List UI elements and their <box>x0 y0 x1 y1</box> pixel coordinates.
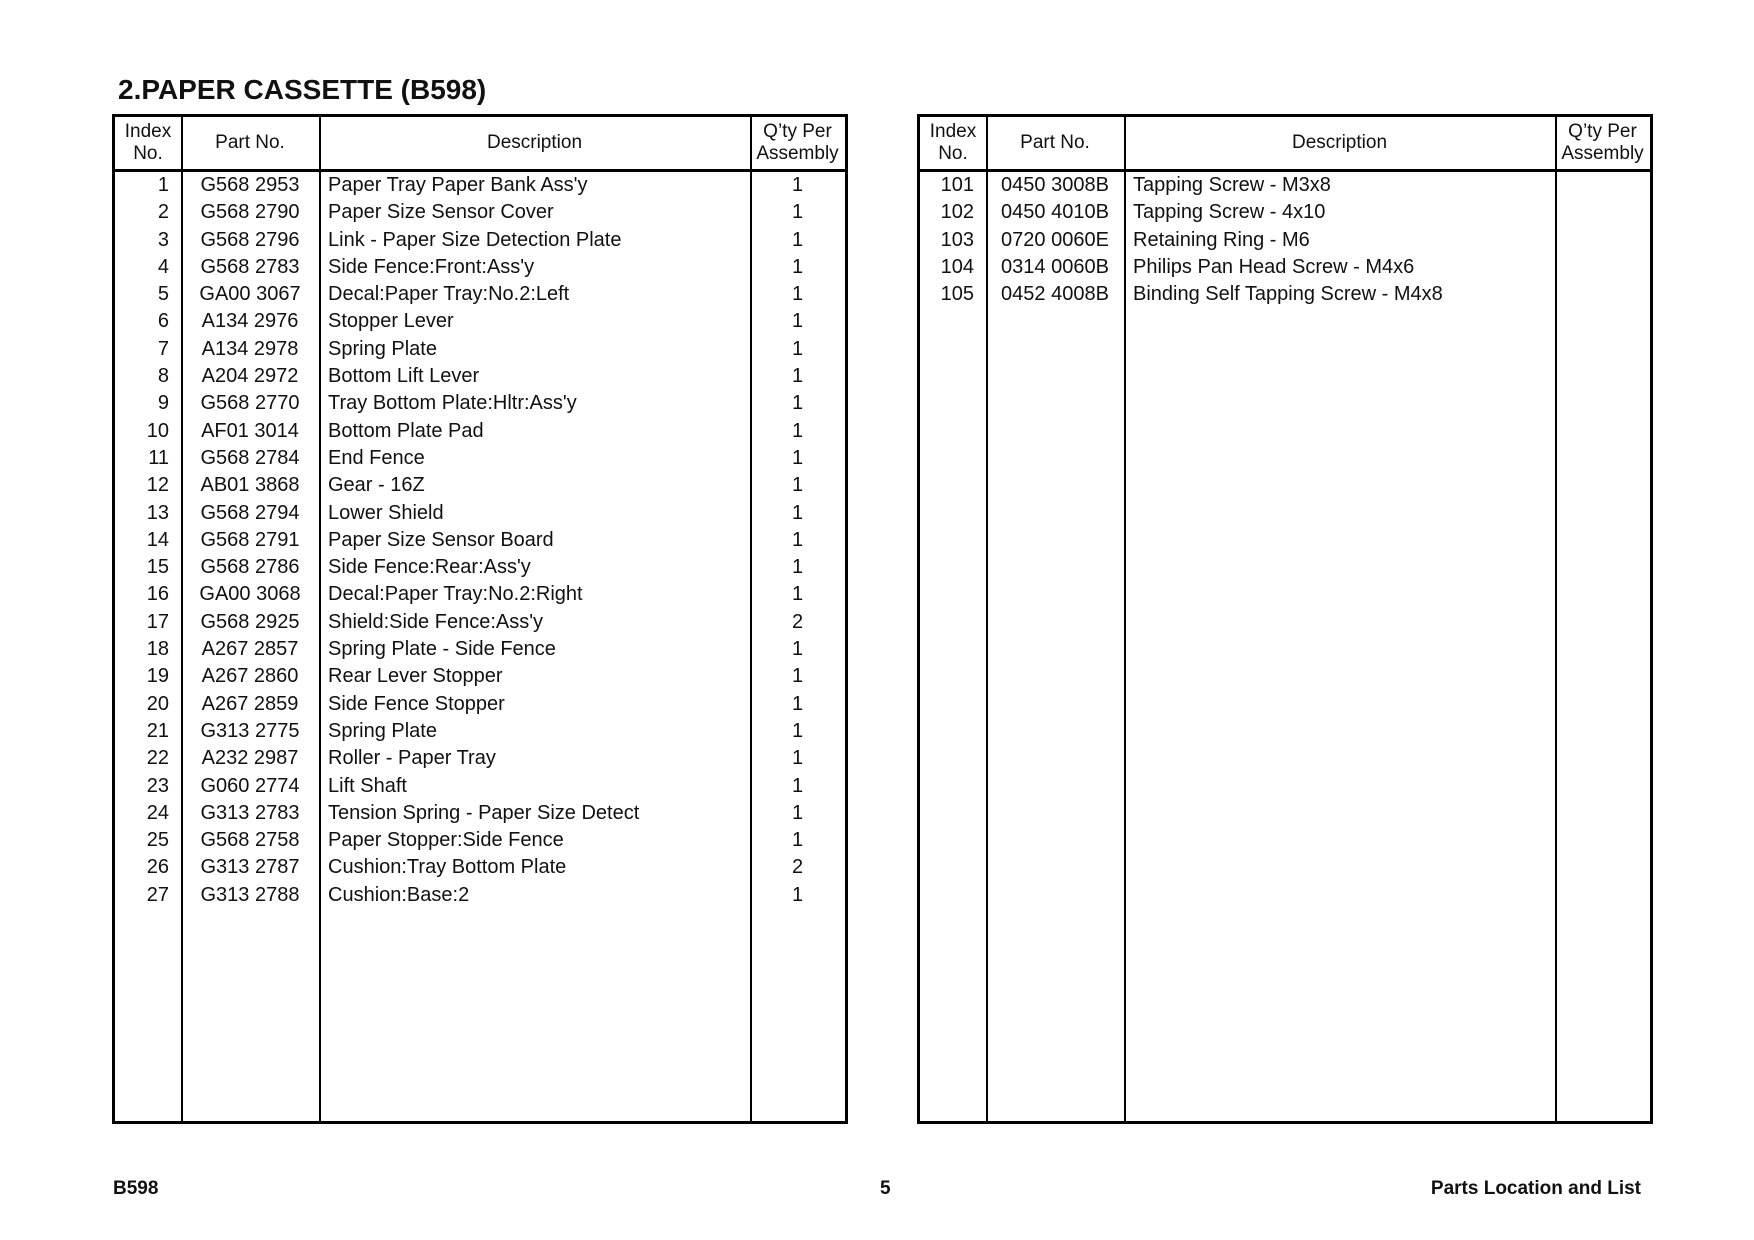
index-cell: 13 <box>146 501 169 524</box>
footer-model: B598 <box>113 1178 159 1199</box>
index-cell: 102 <box>940 201 974 224</box>
parts-table-right <box>917 114 1653 1124</box>
description-cell: Decal:Paper Tray:No.2:Right <box>328 583 583 606</box>
header-qty-line1: Q’ty Per <box>1568 121 1637 142</box>
description-cell: Bottom Lift Lever <box>328 365 480 388</box>
index-cell: 20 <box>146 692 169 715</box>
table-body-left <box>115 172 845 909</box>
description-cell: End Fence <box>328 446 425 469</box>
qty-cell: 1 <box>791 774 804 797</box>
qty-cell <box>1555 227 1650 254</box>
qty-cell: 1 <box>791 392 804 415</box>
index-cell: 105 <box>940 283 974 306</box>
table-row <box>115 691 845 718</box>
index-cell: 9 <box>157 392 169 415</box>
qty-cell: 1 <box>791 446 804 469</box>
index-cell: 8 <box>157 365 169 388</box>
index-cell: 2 <box>157 201 169 224</box>
qty-cell: 1 <box>791 501 804 524</box>
table-row <box>115 336 845 363</box>
description-cell: Spring Plate <box>328 337 437 360</box>
table-row <box>920 254 1650 281</box>
part-no-cell: A267 2857 <box>201 638 299 661</box>
qty-cell: 1 <box>791 283 804 306</box>
table-row <box>115 554 845 581</box>
header-index-line1: Index <box>929 121 977 142</box>
description-cell: Gear - 16Z <box>328 474 425 497</box>
table-row <box>115 882 845 909</box>
table-row <box>115 472 845 499</box>
part-no-cell: 0452 4008B <box>1001 283 1109 306</box>
index-cell: 16 <box>146 583 169 606</box>
index-cell: 18 <box>146 638 169 661</box>
header-index-line2: No. <box>133 143 163 164</box>
index-cell: 25 <box>146 829 169 852</box>
description-cell: Bottom Plate Pad <box>328 419 484 442</box>
qty-cell: 1 <box>791 583 804 606</box>
parts-table-left <box>112 114 848 1124</box>
table-body-right <box>920 172 1650 308</box>
description-cell: Paper Size Sensor Cover <box>328 201 554 224</box>
table-row <box>115 418 845 445</box>
header-index <box>920 117 986 169</box>
qty-cell: 1 <box>791 419 804 442</box>
header-index-line1: Index <box>124 121 172 142</box>
index-cell: 19 <box>146 665 169 688</box>
table-row <box>115 854 845 881</box>
table-row <box>920 227 1650 254</box>
index-cell: 101 <box>940 174 974 196</box>
header-qty-line1: Q’ty Per <box>763 121 832 142</box>
description-cell: Binding Self Tapping Screw - M4x8 <box>1133 283 1443 306</box>
part-no-cell: 0450 4010B <box>1001 201 1109 224</box>
table-row <box>115 527 845 554</box>
part-no-cell: G313 2783 <box>200 801 300 824</box>
description-cell: Lift Shaft <box>328 774 407 797</box>
index-cell: 5 <box>157 283 169 306</box>
index-cell: 14 <box>146 528 169 551</box>
qty-cell: 2 <box>791 856 804 879</box>
header-qty-line2: Assembly <box>756 143 839 164</box>
index-cell: 15 <box>146 556 169 579</box>
part-no-cell: AF01 3014 <box>201 419 299 442</box>
description-cell: Spring Plate - Side Fence <box>328 638 556 661</box>
qty-cell <box>1555 199 1650 226</box>
part-no-cell: GA00 3068 <box>199 583 301 606</box>
description-cell: Tray Bottom Plate:Hltr:Ass'y <box>328 392 577 415</box>
footer-page-number: 5 <box>880 1178 891 1199</box>
description-cell: Tapping Screw - M3x8 <box>1133 174 1331 196</box>
part-no-cell: 0450 3008B <box>1001 174 1109 196</box>
qty-cell: 1 <box>791 719 804 742</box>
table-row <box>115 227 845 254</box>
table-row <box>115 745 845 772</box>
table-row <box>115 773 845 800</box>
qty-cell: 1 <box>791 337 804 360</box>
part-no-cell: G568 2783 <box>200 255 300 278</box>
part-no-cell: G568 2770 <box>200 392 300 415</box>
table-header <box>920 117 1650 172</box>
description-cell: Roller - Paper Tray <box>328 747 496 770</box>
part-no-cell: G313 2775 <box>200 719 300 742</box>
qty-cell <box>1555 281 1650 308</box>
header-qty <box>1555 117 1650 169</box>
qty-cell: 1 <box>791 883 804 906</box>
description-cell: Retaining Ring - M6 <box>1133 228 1310 251</box>
description-cell: Paper Stopper:Side Fence <box>328 829 564 852</box>
description-cell: Rear Lever Stopper <box>328 665 503 688</box>
index-cell: 11 <box>148 446 169 469</box>
description-cell: Paper Tray Paper Bank Ass'y <box>328 174 588 196</box>
part-no-cell: A204 2972 <box>201 365 299 388</box>
table-row <box>920 281 1650 308</box>
table-row <box>115 800 845 827</box>
table-row <box>115 718 845 745</box>
header-qty-line2: Assembly <box>1561 143 1644 164</box>
part-no-cell: GA00 3067 <box>199 283 301 306</box>
table-row <box>920 172 1650 199</box>
index-cell: 17 <box>146 610 169 633</box>
index-cell: 4 <box>157 255 169 278</box>
description-cell: Side Fence Stopper <box>328 692 505 715</box>
index-cell: 104 <box>940 255 974 278</box>
page-title: 2.PAPER CASSETTE (B598) <box>118 74 487 105</box>
part-no-cell: G568 2794 <box>200 501 300 524</box>
part-no-cell: AB01 3868 <box>200 474 300 497</box>
description-cell: Philips Pan Head Screw - M4x6 <box>1133 255 1415 278</box>
part-no-cell: A232 2987 <box>201 747 299 770</box>
header-qty <box>750 117 845 169</box>
qty-cell: 1 <box>791 528 804 551</box>
table-row <box>115 254 845 281</box>
table-row <box>115 581 845 608</box>
part-no-cell: G568 2758 <box>200 829 300 852</box>
index-cell: 103 <box>940 228 974 251</box>
header-index <box>115 117 181 169</box>
description-cell: Lower Shield <box>328 501 444 524</box>
index-cell: 21 <box>146 719 169 742</box>
header-part-no: Part No. <box>215 132 285 153</box>
description-cell: Tension Spring - Paper Size Detect <box>328 801 640 824</box>
description-cell: Cushion:Tray Bottom Plate <box>328 856 567 879</box>
part-no-cell: 0314 0060B <box>1001 255 1109 278</box>
description-cell: Decal:Paper Tray:No.2:Left <box>328 283 570 306</box>
qty-cell: 1 <box>791 474 804 497</box>
table-row <box>115 500 845 527</box>
qty-cell: 1 <box>791 365 804 388</box>
part-no-cell: A267 2860 <box>201 665 299 688</box>
table-row <box>115 172 845 199</box>
description-cell: Side Fence:Front:Ass'y <box>328 255 535 278</box>
qty-cell: 1 <box>791 747 804 770</box>
table-row <box>115 827 845 854</box>
part-no-cell: G060 2774 <box>200 774 300 797</box>
qty-cell: 1 <box>791 556 804 579</box>
index-cell: 22 <box>146 747 169 770</box>
part-no-cell: A134 2978 <box>201 337 299 360</box>
part-no-cell: G568 2791 <box>200 528 300 551</box>
description-cell: Cushion:Base:2 <box>328 883 470 906</box>
part-no-cell: G568 2796 <box>200 228 300 251</box>
qty-cell: 1 <box>791 201 804 224</box>
part-no-cell: G568 2786 <box>200 556 300 579</box>
qty-cell: 1 <box>791 829 804 852</box>
qty-cell <box>1555 172 1650 199</box>
description-cell: Tapping Screw - 4x10 <box>1133 201 1326 224</box>
part-no-cell: G313 2787 <box>200 856 300 879</box>
table-header <box>115 117 845 172</box>
qty-cell: 1 <box>791 228 804 251</box>
header-part-no: Part No. <box>1020 132 1090 153</box>
qty-cell: 2 <box>791 610 804 633</box>
index-cell: 10 <box>146 419 169 442</box>
qty-cell: 1 <box>791 310 804 333</box>
qty-cell: 1 <box>791 255 804 278</box>
qty-cell: 1 <box>791 665 804 688</box>
table-row <box>115 390 845 417</box>
footer-section-title: Parts Location and List <box>1430 1178 1641 1199</box>
header-description: Description <box>486 132 583 153</box>
index-cell: 23 <box>146 774 169 797</box>
table-row <box>115 308 845 335</box>
description-cell: Link - Paper Size Detection Plate <box>328 228 622 251</box>
index-cell: 27 <box>146 883 169 906</box>
qty-cell: 1 <box>791 174 804 196</box>
part-no-cell: G568 2790 <box>200 201 300 224</box>
description-cell: Stopper Lever <box>328 310 454 333</box>
qty-cell: 1 <box>791 692 804 715</box>
description-cell: Side Fence:Rear:Ass'y <box>328 556 531 579</box>
index-cell: 7 <box>157 337 169 360</box>
qty-cell: 1 <box>791 638 804 661</box>
table-row <box>115 663 845 690</box>
part-no-cell: A267 2859 <box>201 692 299 715</box>
index-cell: 24 <box>146 801 169 824</box>
index-cell: 3 <box>157 228 169 251</box>
table-row <box>115 199 845 226</box>
table-row <box>115 363 845 390</box>
table-row <box>115 281 845 308</box>
part-no-cell: G568 2953 <box>200 174 300 196</box>
qty-cell: 1 <box>791 801 804 824</box>
description-cell: Shield:Side Fence:Ass'y <box>328 610 544 633</box>
index-cell: 1 <box>157 174 169 196</box>
part-no-cell: G568 2784 <box>200 446 300 469</box>
qty-cell <box>1555 254 1650 281</box>
table-row <box>115 609 845 636</box>
description-cell: Paper Size Sensor Board <box>328 528 554 551</box>
table-row <box>115 636 845 663</box>
description-cell: Spring Plate <box>328 719 437 742</box>
header-description: Description <box>1291 132 1388 153</box>
part-no-cell: G313 2788 <box>200 883 300 906</box>
table-row <box>115 445 845 472</box>
index-cell: 6 <box>157 310 169 333</box>
table-row <box>920 199 1650 226</box>
part-no-cell: A134 2976 <box>201 310 299 333</box>
part-no-cell: G568 2925 <box>200 610 300 633</box>
header-index-line2: No. <box>938 143 968 164</box>
part-no-cell: 0720 0060E <box>1001 228 1109 251</box>
index-cell: 12 <box>146 474 169 497</box>
index-cell: 26 <box>146 856 169 879</box>
